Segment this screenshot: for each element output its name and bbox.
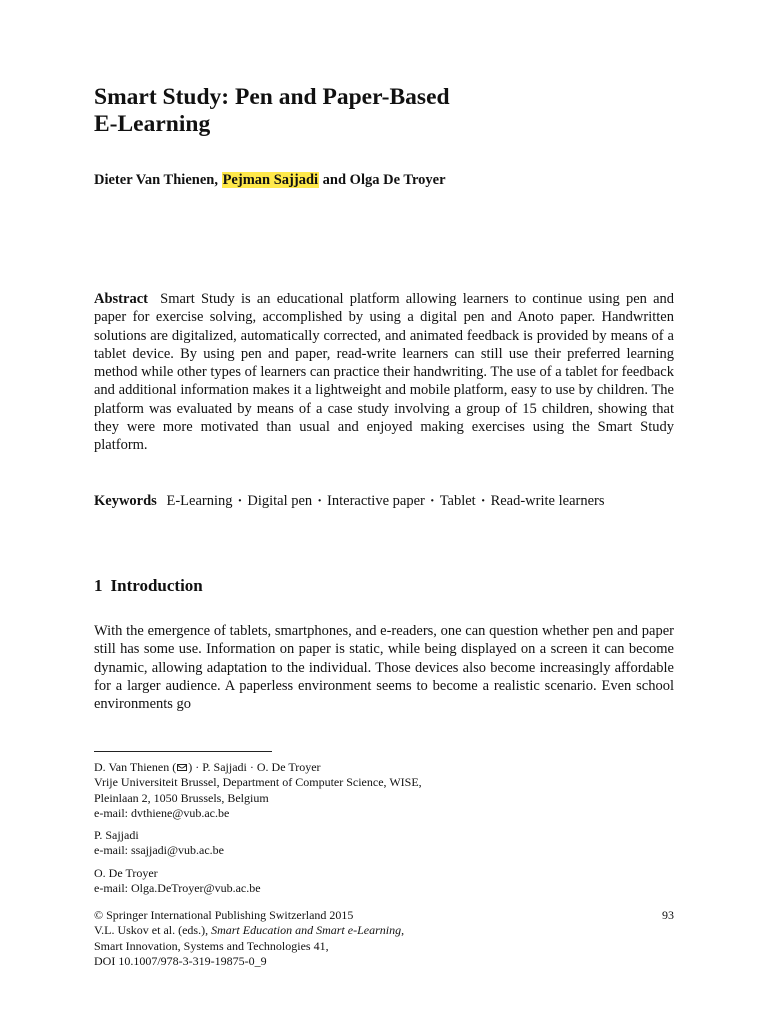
footnote-authors-line <box>94 760 654 775</box>
keyword-separator: · <box>429 493 435 509</box>
paper-title <box>94 84 674 138</box>
doi-line: DOI 10.1007/978-3-319-19875-0_9 <box>94 953 267 968</box>
keyword-separator: · <box>317 493 323 509</box>
editors-text: V.L. Uskov et al. (eds.), <box>94 923 212 938</box>
keyword-separator: · <box>480 493 486 509</box>
series-line: Smart Innovation, Systems and Technologies 41, <box>94 938 329 953</box>
highlighted-author: Pejman Sajjadi <box>222 172 319 188</box>
author-list-prefix: Dieter Van Thienen, <box>94 172 222 188</box>
book-title: Smart Education and Smart e-Learning <box>211 923 402 938</box>
keywords <box>94 492 674 510</box>
introduction-paragraph: With the emergence of tablets, smartphones, and e-readers, one can question whether pen and paper still has some use. Information on paper is static, while being displayed on a screen it can become dynamic, allowing adaptation to the individual. Those devices also become increasingly affordable for a larger audience. A paperless environment seems to become a realistic scenario. Even school environments go <box>94 623 674 713</box>
footnote-sajjadi <box>94 828 654 859</box>
footnote-authors-a: D. Van Thienen ( <box>94 760 177 774</box>
footnote-authors-b: ) · P. Sajjadi · O. De Troyer <box>188 760 321 774</box>
footnote-name-2: P. Sajjadi <box>94 828 139 842</box>
copyright-line: © Springer International Publishing Switzerland 2015 <box>94 908 354 922</box>
author-list <box>94 172 446 189</box>
publication-info <box>94 908 654 969</box>
book-title-suffix: , <box>401 923 405 938</box>
keywords-label: Keywords <box>94 493 157 509</box>
footnote-email-2: e-mail: ssajjadi@vub.ac.be <box>94 843 225 858</box>
section-title: Introduction <box>110 576 203 595</box>
footnote-name-3: O. De Troyer <box>94 866 158 880</box>
keyword-item: Digital pen <box>247 493 313 509</box>
keyword-item: Read-write learners <box>490 493 605 509</box>
page-number: 93 <box>662 908 674 922</box>
footnote-affiliation <box>94 760 654 821</box>
author-list-suffix: and Olga De Troyer <box>319 172 446 188</box>
keyword-separator: · <box>237 493 243 509</box>
keyword-item: E-Learning <box>166 493 233 509</box>
footnote-affiliation-line-2: Pleinlaan 2, 1050 Brussels, Belgium <box>94 790 269 805</box>
envelope-icon <box>177 764 187 771</box>
keyword-item: Tablet <box>439 493 476 509</box>
abstract-text: Smart Study is an educational platform allowing learners to continue using pen and paper for exercise solving, accomplished by using a digital pen and Anoto paper. Handwritten solutions are digitalized, automatically corrected, and animated feedback is provided by means of a tablet device. By using pen and paper, read-write learners can still use their preferred learning method while other types of learners can practice their handwriting. The use of a tablet for feedback and additional information makes it a lightweight and mobile platform, easy to use by children. The platform was evaluated by means of a case study involving a group of 15 children, showing that they were more motivated than usual and enjoyed making exercises using the Smart Study platform. <box>94 291 674 454</box>
footnote-detroyer <box>94 866 654 897</box>
footnote-email-3: e-mail: Olga.DeTroyer@vub.ac.be <box>94 881 261 896</box>
editors-line <box>94 923 654 938</box>
abstract-label: Abstract <box>94 291 148 307</box>
footnote-email-1: e-mail: dvthiene@vub.ac.be <box>94 805 230 820</box>
keyword-item: Interactive paper <box>327 493 425 509</box>
paper-title-line-2: E-Learning <box>94 111 211 137</box>
section-heading <box>94 576 203 596</box>
footnote-affiliation-line-1: Vrije Universiteit Brussel, Department of Computer Science, WISE, <box>94 775 422 790</box>
paper-title-line-1: Smart Study: Pen and Paper-Based <box>94 84 450 110</box>
section-number: 1 <box>94 576 103 595</box>
footnote-divider <box>94 751 272 752</box>
abstract <box>94 290 674 455</box>
